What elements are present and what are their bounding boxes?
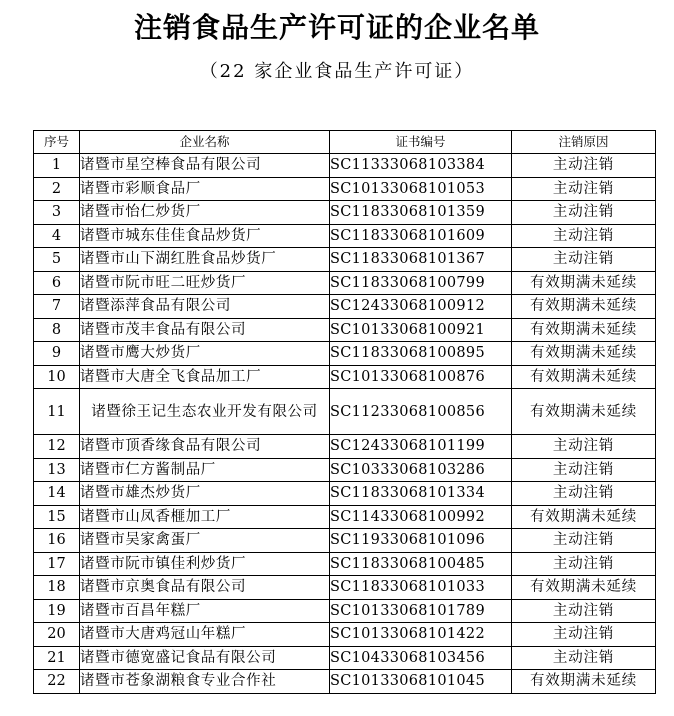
license-number: SC10133068100921 (330, 318, 512, 342)
license-number: SC10133068101789 (330, 599, 512, 623)
license-number: SC10133068100876 (330, 365, 512, 389)
row-number: 5 (34, 248, 80, 272)
license-number: SC11833068101033 (330, 576, 512, 600)
revoke-reason: 主动注销 (512, 435, 656, 459)
revoke-reason: 主动注销 (512, 201, 656, 225)
row-number: 15 (34, 505, 80, 529)
table-row (34, 552, 656, 576)
license-number: SC11833068100895 (330, 342, 512, 366)
row-number: 10 (34, 365, 80, 389)
table-row (34, 248, 656, 272)
company-name: 诸暨市京奥食品有限公司 (80, 576, 330, 600)
revoke-reason: 主动注销 (512, 224, 656, 248)
company-name: 诸暨市大唐全飞食品加工厂 (80, 365, 330, 389)
company-name: 诸暨市仁方酱制品厂 (80, 458, 330, 482)
table-row (34, 365, 656, 389)
header-no: 序号 (34, 131, 80, 154)
company-name: 诸暨添萍食品有限公司 (80, 295, 330, 319)
table-row (34, 482, 656, 506)
row-number: 17 (34, 552, 80, 576)
revoke-reason: 主动注销 (512, 623, 656, 647)
company-name: 诸暨市阮市镇佳利炒货厂 (80, 552, 330, 576)
revoke-reason: 主动注销 (512, 646, 656, 670)
revoke-reason: 主动注销 (512, 458, 656, 482)
row-number: 19 (34, 599, 80, 623)
row-number: 2 (34, 177, 80, 201)
row-number: 16 (34, 529, 80, 553)
company-name: 诸暨市雄杰炒货厂 (80, 482, 330, 506)
revoke-reason: 有效期满未延续 (512, 318, 656, 342)
table-row (34, 342, 656, 366)
company-name: 诸暨市山凤香榧加工厂 (80, 505, 330, 529)
row-number: 22 (34, 670, 80, 694)
header-company-name: 企业名称 (80, 131, 330, 154)
row-number: 3 (34, 201, 80, 225)
license-number: SC11433068100992 (330, 505, 512, 529)
company-name: 诸暨市星空棒食品有限公司 (80, 154, 330, 178)
table-row (34, 505, 656, 529)
company-name: 诸暨市城东佳佳食品炒货厂 (80, 224, 330, 248)
table-row (34, 224, 656, 248)
row-number: 4 (34, 224, 80, 248)
license-number: SC10133068101045 (330, 670, 512, 694)
row-number: 21 (34, 646, 80, 670)
company-name: 诸暨市阮市旺二旺炒货厂 (80, 271, 330, 295)
revoke-reason: 主动注销 (512, 177, 656, 201)
table-row (34, 576, 656, 600)
row-number: 14 (34, 482, 80, 506)
header-revoke-reason: 注销原因 (512, 131, 656, 154)
company-name: 诸暨市鹰大炒货厂 (80, 342, 330, 366)
row-number: 6 (34, 271, 80, 295)
table-row (34, 599, 656, 623)
table-row (34, 435, 656, 459)
table-row (34, 646, 656, 670)
row-number: 8 (34, 318, 80, 342)
table-row (34, 271, 656, 295)
license-number: SC11833068101367 (330, 248, 512, 272)
company-name: 诸暨市山下湖红胜食品炒货厂 (80, 248, 330, 272)
revoke-reason: 主动注销 (512, 154, 656, 178)
table-row (34, 623, 656, 647)
table-row (34, 389, 656, 435)
document-title: 注销食品生产许可证的企业名单 (133, 11, 540, 44)
table-row (34, 177, 656, 201)
license-number: SC10133068101422 (330, 623, 512, 647)
revoke-reason: 主动注销 (512, 482, 656, 506)
table-row (34, 201, 656, 225)
company-name: 诸暨市怡仁炒货厂 (80, 201, 330, 225)
revoked-license-table (33, 130, 656, 694)
company-name: 诸暨市吴家禽蛋厂 (80, 529, 330, 553)
row-number: 1 (34, 154, 80, 178)
revoke-reason: 有效期满未延续 (512, 295, 656, 319)
license-number: SC11833068100485 (330, 552, 512, 576)
table-row (34, 670, 656, 694)
row-number: 13 (34, 458, 80, 482)
license-number: SC11833068101359 (330, 201, 512, 225)
license-number: SC11833068101609 (330, 224, 512, 248)
revoke-reason: 有效期满未延续 (512, 365, 656, 389)
table-row (34, 154, 656, 178)
revoke-reason: 有效期满未延续 (512, 342, 656, 366)
license-number: SC10333068103286 (330, 458, 512, 482)
license-number: SC12433068100912 (330, 295, 512, 319)
row-number: 20 (34, 623, 80, 647)
company-name: 诸暨市大唐鸡冠山年糕厂 (80, 623, 330, 647)
company-name: 诸暨市彩顺食品厂 (80, 177, 330, 201)
revoke-reason: 有效期满未延续 (512, 576, 656, 600)
document-subtitle: （22 家企业食品生产许可证） (199, 61, 475, 82)
license-number: SC11833068100799 (330, 271, 512, 295)
revoke-reason: 有效期满未延续 (512, 389, 656, 435)
row-number: 12 (34, 435, 80, 459)
row-number: 7 (34, 295, 80, 319)
row-number: 11 (34, 389, 80, 435)
table-header-row (34, 131, 656, 154)
company-name: 诸暨市德宽盛记食品有限公司 (80, 646, 330, 670)
revoke-reason: 主动注销 (512, 599, 656, 623)
revoke-reason: 有效期满未延续 (512, 271, 656, 295)
revoke-reason: 有效期满未延续 (512, 505, 656, 529)
table-row (34, 529, 656, 553)
company-name: 诸暨徐王记生态农业开发有限公司 (80, 389, 330, 435)
license-number: SC10433068103456 (330, 646, 512, 670)
header-license-number: 证书编号 (330, 131, 512, 154)
company-name: 诸暨市顶香缘食品有限公司 (80, 435, 330, 459)
table-row (34, 295, 656, 319)
company-name: 诸暨市苍象湖粮食专业合作社 (80, 670, 330, 694)
license-number: SC11233068100856 (330, 389, 512, 435)
license-number: SC11833068101334 (330, 482, 512, 506)
row-number: 9 (34, 342, 80, 366)
license-number: SC10133068101053 (330, 177, 512, 201)
license-number: SC12433068101199 (330, 435, 512, 459)
row-number: 18 (34, 576, 80, 600)
revoke-reason: 主动注销 (512, 552, 656, 576)
company-name: 诸暨市茂丰食品有限公司 (80, 318, 330, 342)
table-row (34, 318, 656, 342)
revoke-reason: 有效期满未延续 (512, 670, 656, 694)
license-number: SC11333068103384 (330, 154, 512, 178)
company-name: 诸暨市百昌年糕厂 (80, 599, 330, 623)
license-number: SC11933068101096 (330, 529, 512, 553)
table-row (34, 458, 656, 482)
revoke-reason: 主动注销 (512, 248, 656, 272)
revoke-reason: 主动注销 (512, 529, 656, 553)
